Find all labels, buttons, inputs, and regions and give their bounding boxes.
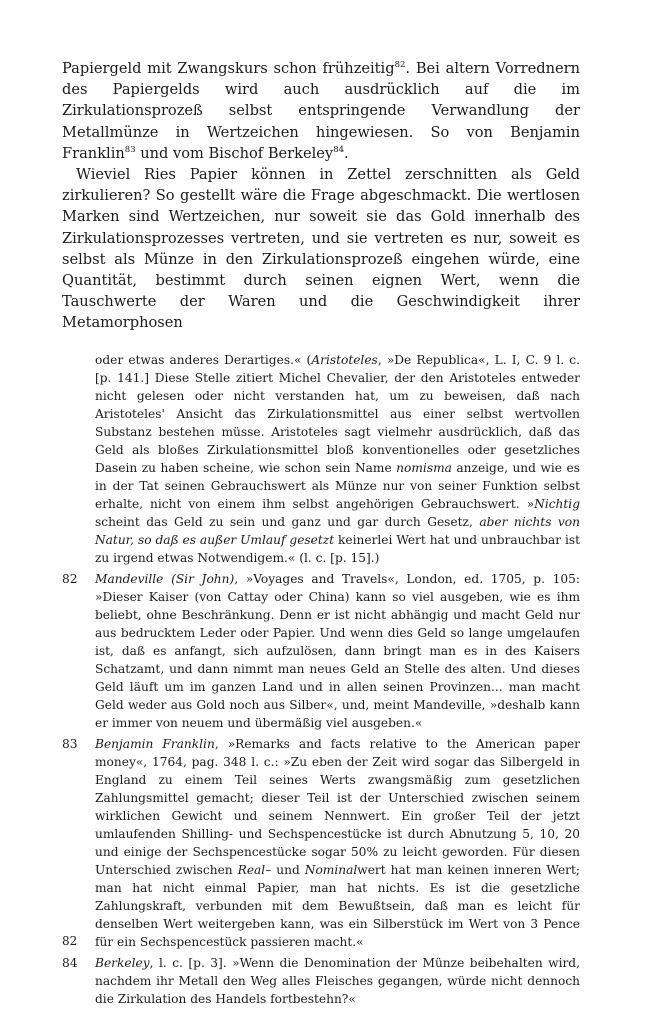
footnote-ref-83[interactable]: 83 (124, 144, 136, 155)
footnotes (62, 351, 580, 1008)
italic-span: nomisma (396, 460, 452, 475)
paragraph-2: Wieviel Ries Papier können in Zettel zerschnitten als Geld zirkulieren? So gestellt wäre die Frage abgeschmackt. Die wertlosen Marken sind Wertzeichen, nur soweit sie das Gold innerhalb des Zirkulationsprozesses vertreten, und sie vertreten es nur, soweit es selbst als Münze in den Zirkulationsprozeß eingehen würde, eine Quantität, bestimmt durch seinen eignen Wert, wenn die Tauschwerte der Waren und die Geschwindigkeit ihrer Metamorphosen (62, 166, 580, 332)
footnote-ref-84[interactable]: 84 (333, 144, 345, 155)
footnote-number: 84 (62, 955, 78, 970)
footnote-83 (62, 735, 580, 951)
text-span: und vom Bischof Berkeley (135, 144, 334, 162)
text-span: oder etwas anderes Derartiges.« ( (95, 352, 312, 367)
text-span: keinerlei Wert hat und unbrauchbar ist zu irgend etwas Notwendigem.« (l. c. [p. 15].) (95, 532, 580, 565)
text-span: , »Voyages and Travels«, London, ed. 1705, p. 105: »Dieser Kaiser (von Cattay oder China) kann so viel ausgeben, wie es ihm beliebt, ohne Beschränkung. Denn er ist nicht abhängig und macht Geld nur aus bedrucktem Leder oder Papier. Und wenn dies Geld so lange umgelaufen ist, daß es anfangt, sich aufzulösen, dann bringt man es in des Kaisers Schatzamt, und dann nimmt man neues Geld an Stelle des alten. Und dieses Geld läuft um im ganzen Land und in allen seinen Provinzen... man macht Geld weder aus Gold noch aus Silber«, und, meint Mandeville, »deshalb kann er immer von neuem und übermäßig viel ausgeben.« (95, 571, 580, 730)
italic-span: Nichtig (534, 496, 580, 511)
footnote-continuation (62, 351, 580, 567)
footnote-number: 82 (62, 571, 78, 586)
footnote-82 (62, 570, 580, 732)
footnote-number: 83 (62, 736, 78, 751)
text-span: anzeige, und wie es in der Tat seinen Gebrauchswert als Münze nur von seiner Funktion selbst erhalte, nicht von einem ihm selbst angehörigen Gebrauchswert. » (95, 460, 580, 511)
italic-span: Aristoteles (311, 352, 378, 367)
text-span: – und (265, 862, 305, 877)
text-span: , »Remarks and facts relative to the American paper money«, 1764, pag. 348 l. c.: »Zu eben der Zeit wird sogar das Silbergeld in England zu einem Teil seines Werts zwangsmäßig zum gesetzlichen Zahlungsmittel gemacht; dieser Teil ist der Unterschied zwischen seinem wirklichen Gewicht und seinem Nennwert. Ein großer Teil der jetzt umlaufenden Shilling- und Sechspencestücke ist durch Abnutzung 5, 10, 20 und einige der Sechspencestücke sogar 50% zu leicht geworden. Für diesen Unterschied zwischen (95, 736, 581, 877)
text-span: scheint das Geld zu sein und ganz und gar durch Gesetz, (95, 514, 480, 529)
footnote-84 (62, 954, 580, 1008)
text-span: wert hat man keinen inneren Wert; man hat nicht einmal Papier, man hat nichts. Es ist die gesetzliche Zahlungskraft, verbunden mit dem Bewußtsein, daß man es leicht für denselben Wert weitergeben kann, was ein Silberstück im Wert von 3 Pence für ein Sechspencestück passieren macht.« (95, 862, 580, 949)
italic-span: aber nichts von Natur, so daß es außer Umlauf gesetzt (95, 514, 580, 547)
text-span: . (344, 144, 349, 162)
text-span: , »De Republica«, L. I, C. 9 l. c. [p. 141.] Diese Stelle zitiert Michel Chevalier, der den Aristoteles entweder nicht gelesen oder nicht verstanden hat, um zu beweisen, daß nach Aristoteles' Ansicht das Zirkulationsmittel aus einer selbst wertvollen Substanz bestehen müsse. Aristoteles sagt vielmehr ausdrücklich, daß das Geld als bloßes Zirkulationsmittel bloß konventionelles oder gesetzliches Dasein zu haben scheine, wie schon sein Name (95, 352, 581, 475)
italic-span: Real (237, 862, 266, 877)
text-span: . Bei altern Vorrednern des Papiergelds wird auch ausdrücklich auf die im Zirkulationsprozeß selbst entspringende Verwandlung der Metallmünze in Wertzeichen hingewiesen. So von Benjamin Franklin (62, 60, 580, 162)
paragraph-1 (62, 58, 580, 164)
italic-span: Benjamin Franklin (95, 736, 215, 751)
main-text (62, 58, 580, 334)
italic-span: Berkeley (95, 955, 150, 970)
italic-span: Mandeville (Sir John) (95, 571, 235, 586)
page-content (62, 58, 580, 1011)
text-span: Papiergeld mit Zwangskurs schon frühzeitig (62, 60, 395, 77)
italic-span: Nominal (304, 862, 358, 877)
text-span: , l. c. [p. 3]. »Wenn die Denomination der Münze beibehalten wird, nachdem ihr Metall den Weg alles Fleisches gegangen, würde nicht dennoch die Zirkulation des Handels fortbestehn?« (95, 955, 580, 1006)
footnote-ref-82[interactable]: 82 (394, 60, 406, 70)
page-number: 82 (62, 934, 78, 948)
